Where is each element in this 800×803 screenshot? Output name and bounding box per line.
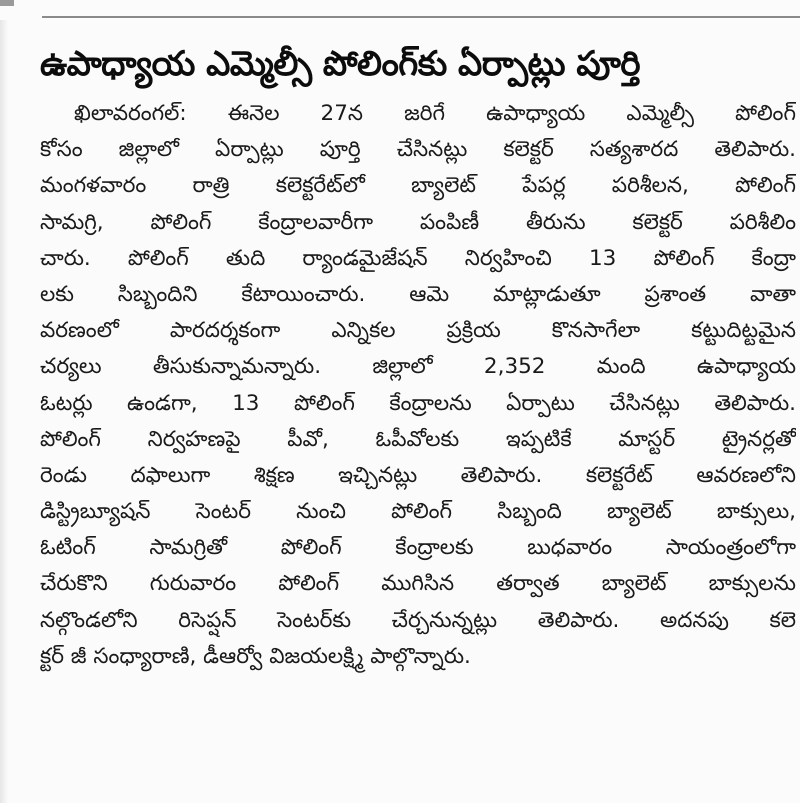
article-line: రెండు దఫాలుగా శిక్షణ ఇచ్చినట్లు తెలిపారు. కలెక్టరేట్‌ ఆవరణలోని xyxy=(40,462,796,488)
article-line: ఖిలావరంగల్‌: ఈనెల 27న జరిగే ఉపాధ్యాయ ఎమ్మెల్సీ పోలింగ్‌ xyxy=(74,101,796,126)
article-line: కోసం జిల్లాలో ఏర్పాట్లు పూర్తి చేసినట్లు కలెక్టర్‌ సత్యశారద తెలిపారు. xyxy=(40,137,796,163)
top-rule xyxy=(42,16,800,18)
article-line: చర్యలు తీసుకున్నామన్నారు. జిల్లాలో 2,352 మంది ఉపాధ్యాయ xyxy=(40,354,796,380)
article-body xyxy=(40,96,796,675)
article-line: డిస్ట్రిబ్యూషన్‌ సెంటర్‌ నుంచి పోలింగ్‌ సిబ్బంది బ్యాలెట్‌ బాక్సులు, xyxy=(40,499,796,525)
article-line: వరణంలో పారదర్శకంగా ఎన్నికల ప్రక్రియ కొనసాగేలా కట్టుదిట్టమైన xyxy=(40,318,796,344)
top-rule-fragment xyxy=(0,0,14,6)
article-line: నల్గొండలోని రిసెప్షన్‌ సెంటర్‌కు చేర్చనున్నట్లు తెలిపారు. అదనపు కలె xyxy=(40,607,796,633)
article-line: ఓటింగ్‌ సామగ్రితో పోలింగ్‌ కేంద్రాలకు బుధవారం సాయంత్రంలోగా xyxy=(40,535,796,561)
article-line: చేరుకొని గురువారం పోలింగ్‌ ముగిసిన తర్వాత బ్యాలెట్‌ బాక్సులను xyxy=(40,571,796,597)
article-line: చారు. పోలింగ్‌ తుది ర్యాండమైజేషన్‌ నిర్వహించి 13 పోలింగ్‌ కేంద్రా xyxy=(40,245,796,271)
headline: ఉపాధ్యాయ ఎమ్మెల్సీ పోలింగ్‌కు ఏర్పాట్లు పూర్తి xyxy=(40,44,641,84)
article-line: ఓటర్లు ఉండగా, 13 పోలింగ్‌ కేంద్రాలను ఏర్పాటు చేసినట్లు తెలిపారు. xyxy=(40,390,796,416)
article-line: సామగ్రి, పోలింగ్‌ కేంద్రాలవారీగా పంపిణీ తీరును కలెక్టర్‌ పరిశీలిం xyxy=(40,209,796,235)
article-line: పోలింగ్‌ నిర్వహణపై పీవో, ఓపీవోలకు ఇప్పటికే మాస్టర్‌ ట్రైనర్లతో xyxy=(40,426,796,452)
article-line: లకు సిబ్బందిని కేటాయించారు. ఆమె మాట్లాడుతూ ప్రశాంత వాతా xyxy=(40,281,796,307)
page-edge-shadow xyxy=(0,20,8,803)
article-line: మంగళవారం రాత్రి కలెక్టరేట్‌లో బ్యాలెట్‌ పేపర్ల పరిశీలన, పోలింగ్‌ xyxy=(40,173,796,199)
article-line: క్టర్‌ జీ సంధ్యారాణి, డీఆర్వో విజయలక్ష్మి పాల్గొన్నారు. xyxy=(40,643,471,669)
